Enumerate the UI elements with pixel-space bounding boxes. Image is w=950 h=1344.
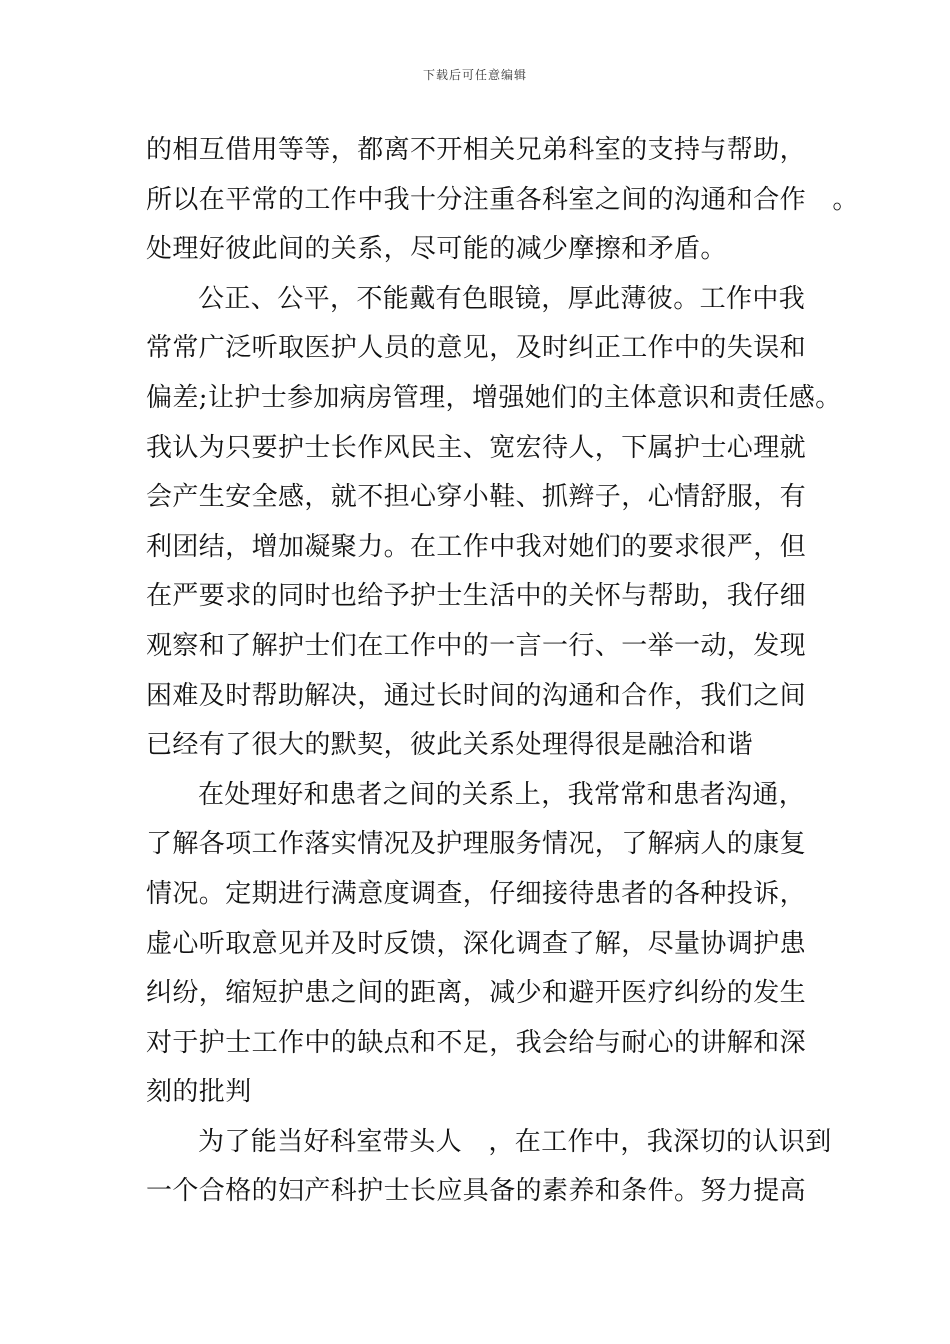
text-line: 观察和了解护士们在工作中的一言一行、一举一动，发现 [146,630,807,661]
text-line: 会产生安全感，就不担心穿小鞋、抓辫子，心情舒服，有 [146,482,807,513]
text-line: 了解各项工作落实情况及护理服务情况，了解病人的康复 [146,829,807,860]
text-line: 情况。定期进行满意度调查，仔细接待患者的各种投诉， [146,878,807,909]
text-line: 偏差;让护士参加病房管理，增强她们的主体意识和责任感。 [146,382,842,413]
text-line: 对于护士工作中的缺点和不足，我会给与耐心的讲解和深 [146,1027,807,1058]
text-line: 一个合格的妇产科护士长应具备的素养和条件。努力提高 [146,1176,807,1207]
text-line: 为了能当好科室带头人 ，在工作中，我深切的认识到 [198,1126,832,1157]
text-line: 公正、公平，不能戴有色眼镜，厚此薄彼。工作中我 [198,283,806,314]
text-line: 已经有了很大的默契，彼此关系处理得很是融洽和谐 [146,730,754,761]
text-line: 纠纷，缩短护患之间的距离，减少和避开医疗纠纷的发生 [146,978,807,1009]
text-line: 我认为只要护士长作风民主、宽宏待人，下属护士心理就 [146,432,807,463]
text-line: 常常广泛听取医护人员的意见，及时纠正工作中的失误和 [146,333,807,364]
header-note: 下载后可任意编辑 [422,68,527,82]
text-line: 的相互借用等等，都离不开相关兄弟科室的支持与帮助， [146,135,807,165]
text-line: 刻的批判 [146,1077,252,1108]
text-line: 利团结，增加凝聚力。在工作中我对她们的要求很严，但 [146,531,807,562]
body-text [146,126,859,1217]
text-line: 困难及时帮助解决，通过长时间的沟通和合作，我们之间 [146,680,807,711]
text-line: 在处理好和患者之间的关系上，我常常和患者沟通， [198,779,806,810]
text-line: 虚心听取意见并及时反馈，深化调查了解，尽量协调护患 [146,928,807,959]
text-line: 在严要求的同时也给予护士生活中的关怀与帮助，我仔细 [146,581,807,612]
text-line: 处理好彼此间的关系，尽可能的减少摩擦和矛盾。 [146,234,727,265]
text-line: 所以在平常的工作中我十分注重各科室之间的沟通和合作 。 [146,184,859,215]
